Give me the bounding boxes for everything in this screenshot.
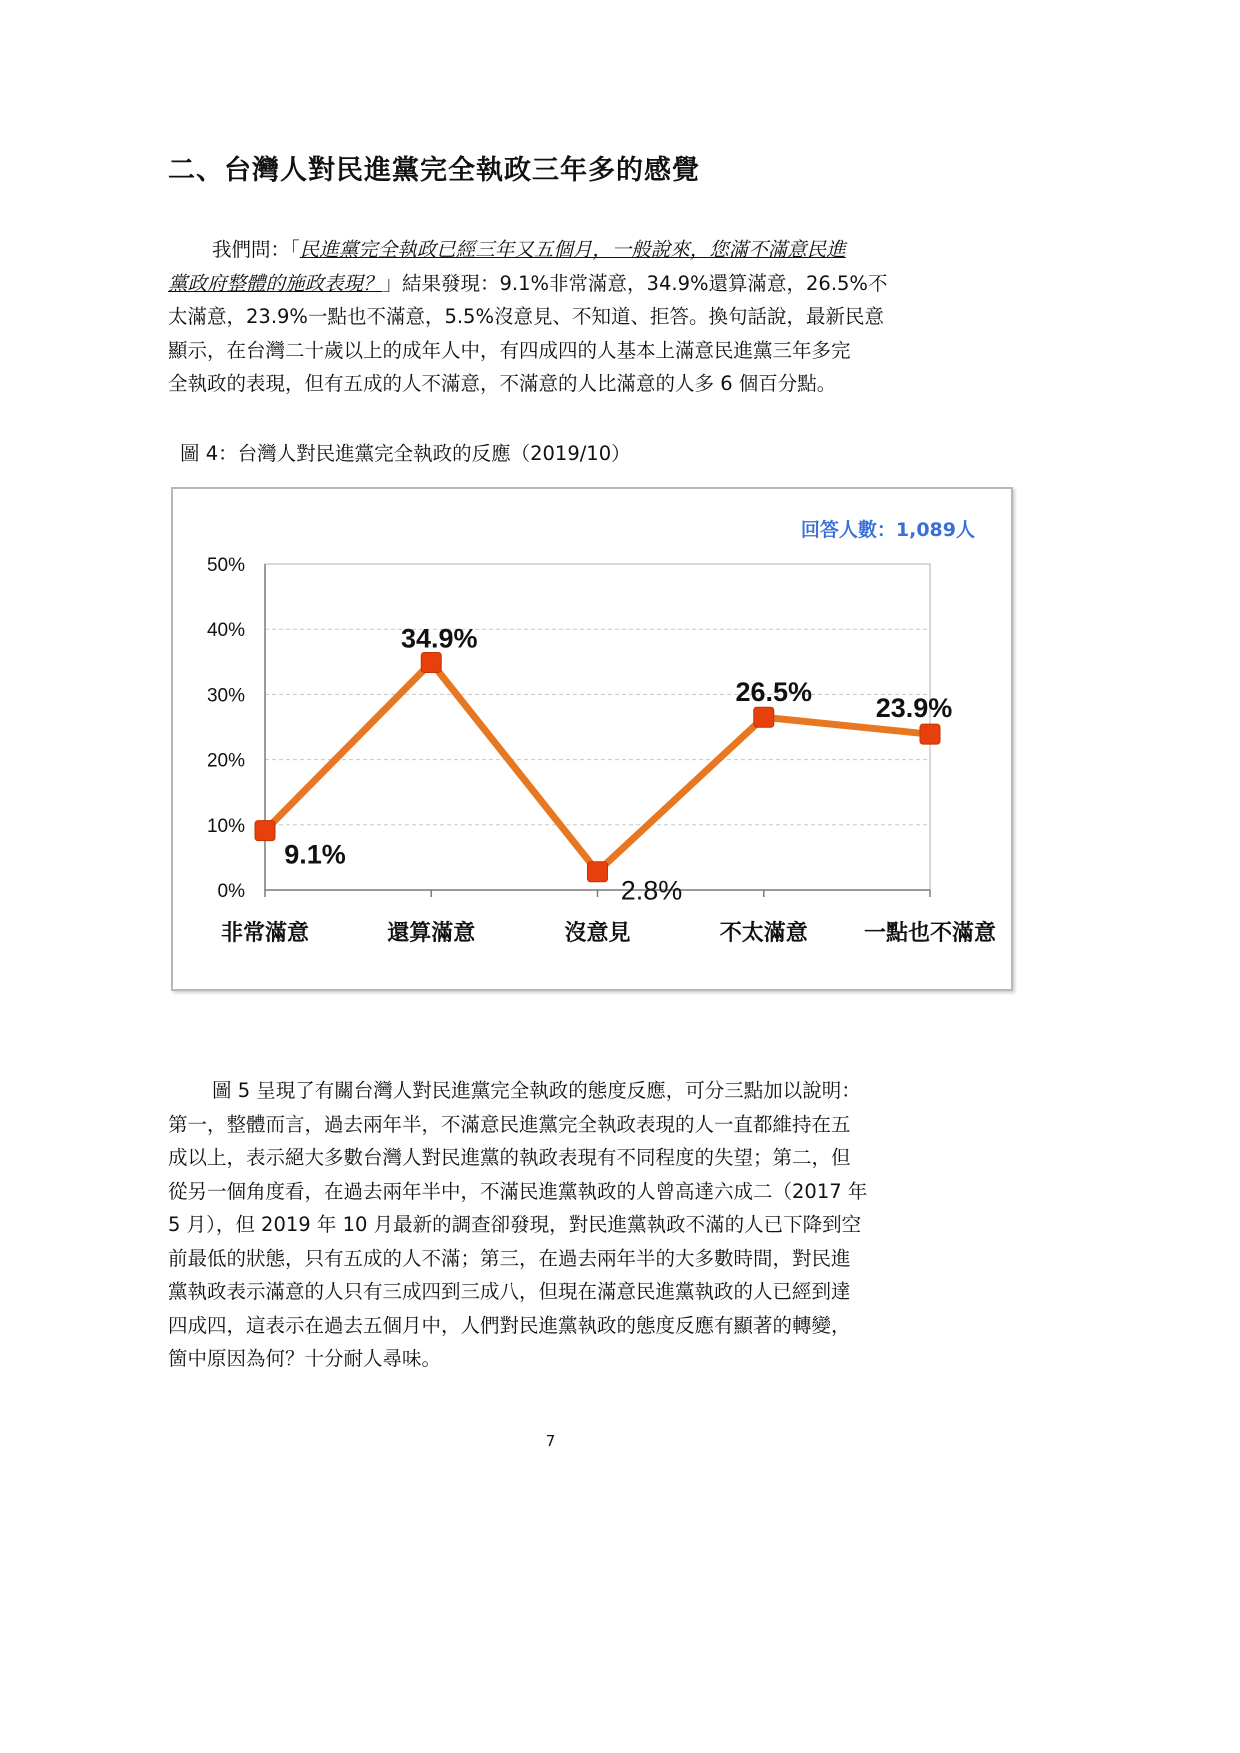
- respondent-count-annotation: 回答人數：1,089人: [800, 519, 975, 541]
- paragraph1-line4: 顯示，在台灣二十歲以上的成年人中，有四成四的人基本上滿意民進黨三年多完: [168, 338, 851, 362]
- chart-svg: [173, 489, 1011, 989]
- paragraph2-line4: 從另一個角度看，在過去兩年半中，不滿民進黨執政的人曾高達六成二（2017 年: [168, 1179, 868, 1203]
- y-tick-label: 0%: [217, 881, 245, 902]
- paragraph1-line2: [168, 267, 943, 301]
- paragraph2-line1: 圖 5 呈現了有關台灣人對民進黨完全執政的態度反應，可分三點加以說明：: [212, 1079, 861, 1102]
- survey-question-part1: 民進黨完全執政已經三年又五個月，一般說來，您滿不滿意民進: [299, 238, 846, 261]
- paragraph2-line7: 黨執政表示滿意的人只有三成四到三成八，但現在滿意民進黨執政的人已經到達: [168, 1280, 851, 1303]
- section-heading: 二、台灣人對民進黨完全執政三年多的感覺: [168, 155, 700, 186]
- paragraph1-line5: 全執政的表現，但有五成的人不滿意，不滿意的人比滿意的人多 6 個百分點。: [168, 372, 837, 395]
- paragraph-survey-result: [168, 233, 943, 401]
- survey-question-part2: 黨政府整體的施政表現？: [168, 271, 383, 295]
- y-tick-label: 50%: [206, 555, 245, 576]
- paragraph1-line1: [168, 233, 943, 267]
- data-label: 34.9%: [400, 623, 478, 654]
- line-chart: [171, 487, 1013, 991]
- paragraph2-line8: 四成四，這表示在過去五個月中，人們對民進黨執政的態度反應有顯著的轉變，: [168, 1313, 851, 1337]
- data-point-marker: [588, 862, 608, 882]
- y-tick-label: 20%: [206, 750, 245, 772]
- x-category-label: 一點也不滿意: [863, 921, 997, 946]
- page-number: 7: [545, 1432, 556, 1450]
- data-label: 23.9%: [875, 693, 953, 724]
- paragraph1-line3: 太滿意，23.9%一點也不滿意，5.5%沒意見、不知道、拒答。換句話說，最新民意: [168, 305, 884, 328]
- y-tick-label: 10%: [206, 815, 245, 837]
- data-label: 9.1%: [284, 839, 346, 870]
- x-category-label: 沒意見: [564, 921, 631, 946]
- paragraph2-line9: 箇中原因為何？十分耐人尋味。: [168, 1347, 442, 1370]
- result-summary: 」結果發現：9.1%非常滿意，34.9%還算滿意，26.5%不: [382, 271, 888, 295]
- paragraph2-line6: 前最低的狀態，只有五成的人不滿；第三，在過去兩年半的大多數時間，對民進: [168, 1246, 851, 1270]
- series-line: [265, 662, 930, 871]
- figure-caption: 圖 4：台灣人對民進黨完全執政的反應（2019/10）: [180, 442, 631, 465]
- data-point-marker: [754, 707, 774, 727]
- paragraph2-line5: 5 月），但 2019 年 10 月最新的調查卻發現，對民進黨執政不滿的人已下降到空: [168, 1213, 862, 1236]
- x-category-label: 還算滿意: [387, 921, 476, 946]
- data-label: 2.8%: [620, 875, 683, 906]
- data-point-marker: [255, 821, 275, 841]
- question-prefix: 我們問：「: [212, 238, 300, 261]
- data-point-marker: [421, 652, 441, 672]
- x-category-label: 非常滿意: [220, 921, 310, 946]
- paragraph2-line2: 第一，整體而言，過去兩年半，不滿意民進黨完全執政表現的人一直都維持在五: [168, 1112, 851, 1136]
- paragraph2-line3: 成以上，表示絕大多數台灣人對民進黨的執政表現有不同程度的失望；第二，但: [168, 1146, 851, 1169]
- paragraph-analysis: [168, 1074, 943, 1376]
- data-label: 26.5%: [735, 677, 813, 708]
- x-category-label: 不太滿意: [719, 921, 808, 946]
- data-point-marker: [920, 724, 940, 744]
- y-tick-label: 40%: [206, 620, 245, 642]
- y-tick-label: 30%: [206, 685, 245, 707]
